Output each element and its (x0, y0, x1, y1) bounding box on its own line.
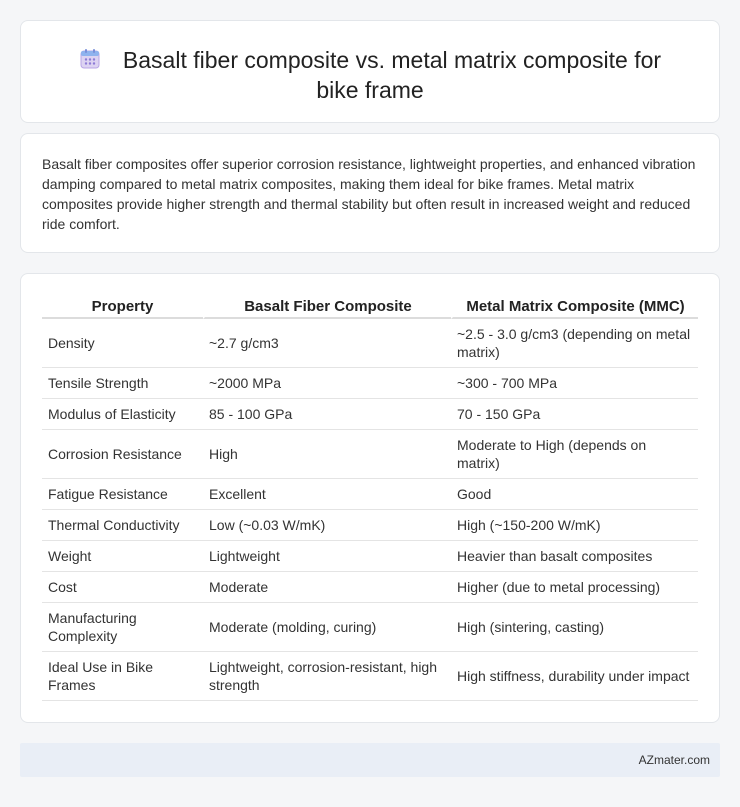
cell-property: Density (42, 319, 203, 368)
cell-mmc: High stiffness, durability under impact (451, 652, 698, 701)
table-row (42, 541, 698, 572)
summary-card (20, 133, 720, 253)
header-mmc: Metal Matrix Composite (MMC) (451, 296, 698, 319)
cell-property: Corrosion Resistance (42, 430, 203, 479)
footer-bar (20, 743, 720, 777)
cell-mmc: Higher (due to metal processing) (451, 572, 698, 603)
page-title (61, 45, 679, 105)
cell-property: Cost (42, 572, 203, 603)
cell-property: Manufacturing Complexity (42, 603, 203, 652)
footer-brand: AZmater.com (638, 753, 710, 767)
cell-basalt: Lightweight (203, 541, 451, 572)
table-row (42, 510, 698, 541)
calendar-grid-icon (79, 47, 101, 69)
cell-basalt: Moderate (molding, curing) (203, 603, 451, 652)
summary-text: Basalt fiber composites offer superior corrosion resistance, lightweight properties, and enhanced vibration damping compared to metal matrix composites, making them ideal for bike frames. Metal matrix composites provide higher strength and thermal stability but often result in increased weight and reduced ride comfort. (42, 156, 696, 232)
title-text: Basalt fiber composite vs. metal matrix composite for bike frame (122, 47, 662, 103)
cell-mmc: ~2.5 - 3.0 g/cm3 (depending on metal matrix) (451, 319, 698, 368)
cell-property: Thermal Conductivity (42, 510, 203, 541)
header-property: Property (42, 296, 203, 319)
table-row (42, 572, 698, 603)
cell-mmc: High (~150-200 W/mK) (451, 510, 698, 541)
table-row (42, 430, 698, 479)
table-row (42, 479, 698, 510)
table-row (42, 319, 698, 368)
cell-property: Modulus of Elasticity (42, 399, 203, 430)
cell-mmc: Good (451, 479, 698, 510)
cell-basalt: High (203, 430, 451, 479)
cell-basalt: ~2000 MPa (203, 368, 451, 399)
title-card (20, 20, 720, 123)
table-row (42, 368, 698, 399)
comparison-table (42, 296, 698, 701)
cell-property: Weight (42, 541, 203, 572)
table-row (42, 652, 698, 701)
cell-mmc: 70 - 150 GPa (451, 399, 698, 430)
comparison-table-card (20, 273, 720, 723)
cell-mmc: Heavier than basalt composites (451, 541, 698, 572)
cell-property: Fatigue Resistance (42, 479, 203, 510)
table-header-row (42, 296, 698, 319)
cell-mmc: High (sintering, casting) (451, 603, 698, 652)
cell-basalt: Low (~0.03 W/mK) (203, 510, 451, 541)
cell-basalt: Moderate (203, 572, 451, 603)
cell-basalt: 85 - 100 GPa (203, 399, 451, 430)
cell-basalt: Excellent (203, 479, 451, 510)
table-row (42, 603, 698, 652)
cell-basalt: Lightweight, corrosion-resistant, high strength (203, 652, 451, 701)
header-basalt: Basalt Fiber Composite (203, 296, 451, 319)
cell-property: Tensile Strength (42, 368, 203, 399)
cell-property: Ideal Use in Bike Frames (42, 652, 203, 701)
cell-mmc: ~300 - 700 MPa (451, 368, 698, 399)
table-row (42, 399, 698, 430)
cell-mmc: Moderate to High (depends on matrix) (451, 430, 698, 479)
cell-basalt: ~2.7 g/cm3 (203, 319, 451, 368)
